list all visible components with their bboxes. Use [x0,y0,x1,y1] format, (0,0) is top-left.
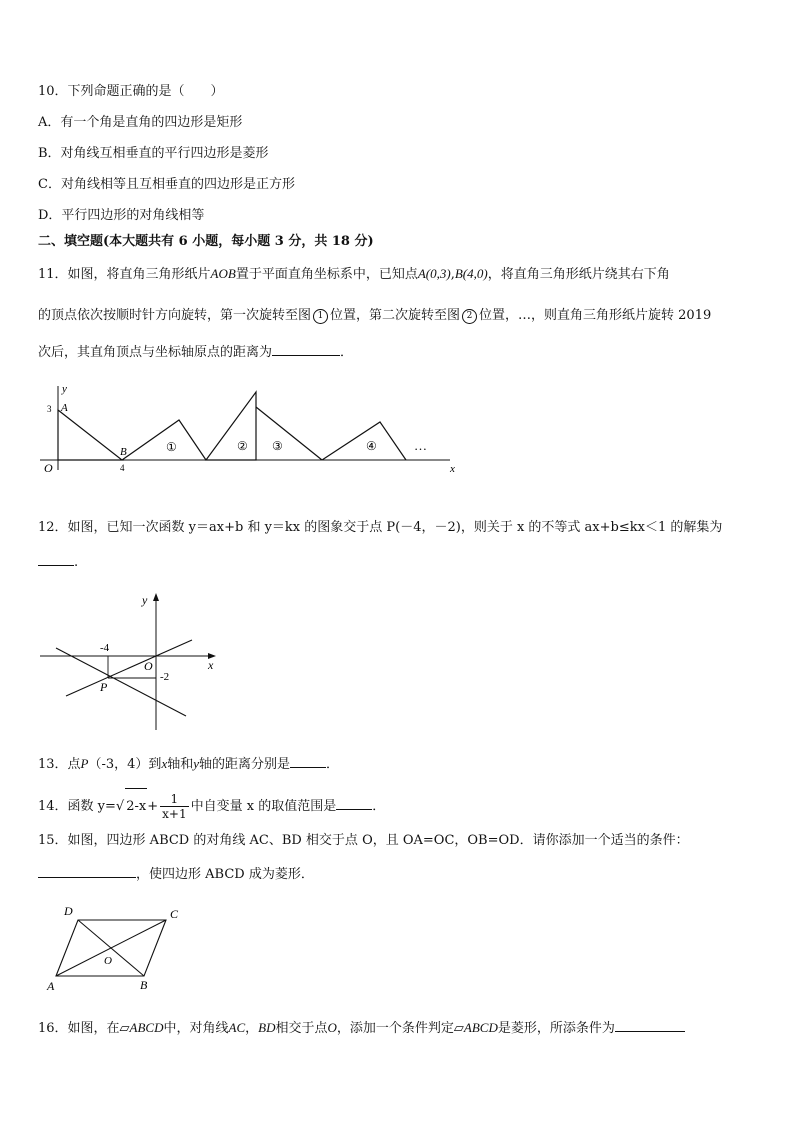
q16-parallelogram-2: ▱ABCD [453,1020,498,1035]
q11-line2 [38,307,711,325]
q13-point-p: P [80,756,89,771]
q15-label-c: C [170,907,179,921]
q11-point-a: A(0,3) [417,266,451,281]
q12-figure [40,588,225,733]
q11-answer-blank[interactable] [272,342,340,356]
q15-text-2: ，使四边形 ABCD 成为菱形． [136,867,314,882]
q12-line-axb [66,640,192,696]
q12-y-arrow [153,593,159,601]
q10-option-b: B．对角线互相垂直的平行四边形是菱形 [38,146,269,161]
q11-circle-1: 1 [313,309,328,324]
q15-label-d: D [64,904,73,918]
q11-label-circle-3: ③ [272,439,283,453]
q15-diagonal-bd [78,920,144,976]
q11-text-4: 的顶点依次按顺时针方向旋转，第一次旋转至图 [38,308,312,323]
q12-end: . [74,555,79,570]
q11-figure [40,380,470,480]
q12-label-o: O [144,659,153,673]
q11-label-a: A [61,402,68,414]
q14-answer-blank[interactable] [336,796,372,810]
q10-option-c: C．对角线相等且互相垂直的四边形是正方形 [38,177,295,192]
q12-label-minus4: -4 [100,642,110,654]
q11-label-circle-1: ① [166,440,177,454]
q11-label-ellipsis: … [414,438,427,453]
q16-ac: AC [228,1020,246,1035]
q11-triangle-original [58,410,122,460]
q10-stem: 10．下列命题正确的是（ ） [38,84,224,99]
q16-text-5: ，添加一个条件判定 [336,1021,454,1036]
q16-text-1: 16．如图，在 [38,1021,120,1036]
q11-text-5: 位置，第二次旋转至图 [330,308,461,323]
q12-label-y: y [142,593,148,607]
q15-label-b: B [140,978,148,992]
q11-comma: , [450,267,455,282]
q11-label-3: 3 [47,404,52,414]
q11-circle-2: 2 [462,309,477,324]
q11-triangle-3 [256,407,322,460]
q14-fraction [160,792,188,821]
q13-end: ． [326,757,340,772]
q11-label-x: x [450,463,455,475]
q11-text-3: ，将直角三角形纸片绕其右下角 [487,267,670,282]
q14-sqrt-sign: √ [115,799,125,814]
q11-label-y: y [62,383,67,395]
q11-text-1: 11．如图，将直角三角形纸片 [38,267,211,282]
q10-option-d: D．平行四边形的对角线相等 [38,208,205,223]
q14-text-2: 中自变量 x 的取值范围是 [190,799,337,814]
q12-label-p: P [100,680,108,694]
q15-answer-blank[interactable] [38,864,136,878]
q16-o: O [327,1020,337,1035]
q11-point-b: B(4,0) [454,266,488,281]
q15-figure [44,902,194,994]
q11-label-b: B [120,446,127,458]
q11-triangle-name: AOB [210,266,236,281]
q12-label-minus2: -2 [160,671,170,683]
q11-label-circle-4: ④ [366,439,377,453]
q14-text-1: 14．函数 y= [38,799,116,814]
q15-label-a: A [47,979,55,993]
q11-triangle-1 [122,420,206,460]
q16-text-6: 是菱形，所添条件为 [497,1021,615,1036]
q11-triangle-4 [322,422,406,460]
q14-line [38,788,385,825]
q13-text-3: 轴和 [167,757,194,772]
q16-answer-blank[interactable] [615,1018,685,1032]
q11-end: ． [340,345,354,360]
q13-y: y [193,756,200,771]
q14-numerator: 1 [160,792,188,807]
q16-parallelogram-1: ▱ABCD [119,1020,164,1035]
q11-label-4: 4 [120,463,125,473]
q11-label-o: O [44,461,53,475]
q16-line [38,1018,685,1038]
q11-text-6: 位置，…，则直角三角形纸片旋转 2019 [479,308,712,323]
q13-text-4: 轴的距离分别是 [199,757,291,772]
q16-text-3: ， [245,1021,259,1036]
q11-line3 [38,342,353,362]
q11-label-circle-2: ② [237,439,248,453]
q15-line1: 15．如图，四边形 ABCD 的对角线 AC、BD 相交于点 O，且 OA=OC，OB=OD．请你添加一个适当的条件： [38,833,689,848]
q16-bd: BD [258,1020,276,1035]
q14-denominator: x+1 [162,807,187,821]
q10-option-a: A．有一个角是直角的四边形是矩形 [38,115,243,130]
q11-text-7: 次后，其直角顶点与坐标轴原点的距离为 [38,345,273,360]
q13-answer-blank[interactable] [290,754,326,768]
q15-label-o: O [104,955,112,967]
q11-line1 [38,265,670,284]
q14-plus: + [147,799,159,814]
q12-label-x: x [208,658,214,672]
q13-text-1: 13．点 [38,757,81,772]
q16-text-4: 相交于点 [275,1021,328,1036]
q12-answer-blank[interactable] [38,552,74,566]
q14-end: ． [372,799,386,814]
section-heading: 二、填空题(本大题共有 6 小题，每小题 3 分，共 18 分) [38,234,374,249]
q11-triangle-2 [206,392,256,460]
q11-text-2: 置于平面直角坐标系中，已知点 [235,267,418,282]
q12-line1: 12．如图，已知一次函数 y＝ax+b 和 y＝kx 的图象交于点 P(－4，－2)，则关于 x 的不等式 ax+b≤kx＜1 的解集为 [38,520,723,535]
q12-line2 [38,552,78,572]
q13-x: x [161,756,168,771]
q13-text-2: （-3，4）到 [88,757,162,772]
q15-line2 [38,864,314,884]
q14-radicand: 2-x [125,788,147,825]
q16-text-2: 中，对角线 [163,1021,229,1036]
q13-line [38,754,339,774]
